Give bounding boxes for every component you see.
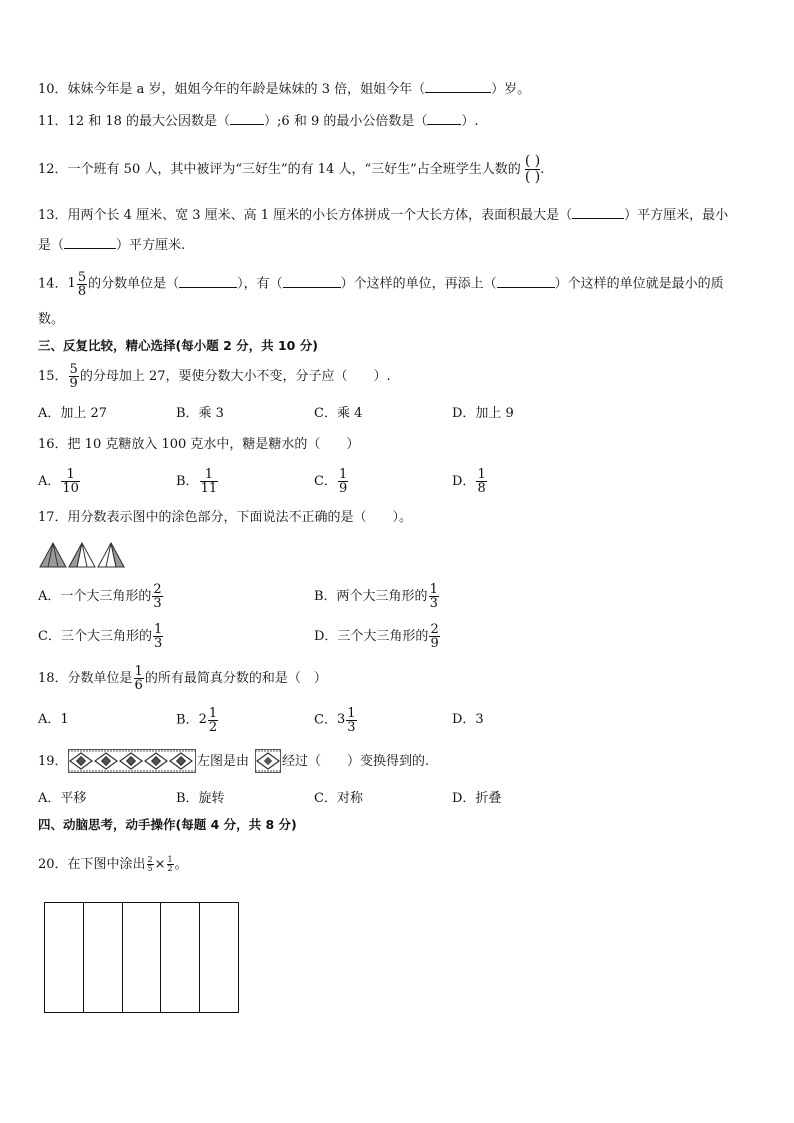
answer-blank[interactable]	[283, 275, 341, 288]
shaded-triangles-figure	[38, 541, 128, 569]
answer-blank[interactable]	[572, 206, 624, 219]
option-c[interactable]: C．3 $\frac{1}{3}$	[314, 705, 356, 735]
section-3-heading: 三、反复比较，精心选择(每小题 2 分，共 10 分)	[38, 338, 318, 353]
option-d[interactable]: D．三个大三角形的 $\frac{2}{9}$	[314, 622, 439, 651]
option-c[interactable]: C．三个大三角形的 $\frac{1}{3}$	[38, 622, 163, 651]
answer-blank[interactable]	[230, 112, 264, 125]
option-a[interactable]: A．平移	[38, 791, 87, 806]
fraction-blank[interactable]: $\frac{( )}{( )}$	[524, 153, 541, 185]
option-d[interactable]: D．3	[452, 712, 484, 727]
answer-blank[interactable]	[425, 80, 491, 93]
answer-blank[interactable]	[497, 275, 555, 288]
option-a[interactable]: A．1	[38, 712, 69, 727]
question-15: 15． $\frac{5}{9}$ 的分母加上 27，要使分数大小不变，分子应（ ）.	[38, 362, 391, 391]
pattern-unit-figure	[255, 747, 281, 775]
option-d[interactable]: D．折叠	[452, 791, 502, 806]
grid-column[interactable]	[161, 903, 200, 1012]
option-b[interactable]: B．乘 3	[176, 406, 224, 421]
question-12: 12．一个班有 50 人，其中被评为“三好生”的有 14 人，“三好生”占全班学生人数的 $\frac{( )}{( )}$ .	[38, 153, 545, 185]
option-a[interactable]: A．一个大三角形的 $\frac{2}{3}$	[38, 582, 162, 611]
option-c[interactable]: C．乘 4	[314, 406, 363, 421]
grid-column[interactable]	[123, 903, 162, 1012]
option-a[interactable]: A．加上 27	[38, 406, 108, 421]
option-b[interactable]: B． $\frac{1}{11}$	[176, 467, 218, 496]
option-b[interactable]: B．2 $\frac{1}{2}$	[176, 705, 218, 735]
question-10: 10．妹妹今年是 a 岁，姐姐今年的年龄是妹妹的 3 倍，姐姐今年（ ）岁。	[38, 82, 531, 97]
question-17: 17．用分数表示图中的涂色部分，下面说法不正确的是（ ）。	[38, 510, 413, 525]
question-13-line2: 是（ ）平方厘米.	[38, 238, 186, 253]
question-19-mid: 左图是由	[197, 754, 250, 769]
question-14-line2: 数。	[38, 312, 65, 327]
question-14: 14．1 $\frac{5}{8}$ 的分数单位是（ ），有（ ）个这样的单位，再添上（ ）个这样的单位就是最小的质	[38, 269, 724, 299]
section-4-heading: 四、动脑思考，动手操作(每题 4 分，共 8 分)	[38, 817, 297, 832]
option-c[interactable]: C． $\frac{1}{9}$	[314, 467, 348, 496]
mixed-fraction: $\frac{5}{8}$	[77, 269, 87, 299]
option-b[interactable]: B．两个大三角形的 $\frac{1}{3}$	[314, 582, 438, 611]
option-d[interactable]: D． $\frac{1}{8}$	[452, 467, 486, 496]
question-19: 19．	[38, 754, 68, 769]
question-16: 16．把 10 克糖放入 100 克水中，糖是糖水的（ ）	[38, 437, 360, 452]
option-d[interactable]: D．加上 9	[452, 406, 514, 421]
grid-column[interactable]	[200, 903, 238, 1012]
answer-blank[interactable]	[64, 236, 116, 249]
option-b[interactable]: B．旋转	[176, 791, 225, 806]
fraction: $\frac{1}{6}$	[134, 664, 143, 693]
answer-blank[interactable]	[179, 275, 237, 288]
question-11: 11．12 和 18 的最大公因数是（ ）;6 和 9 的最小公倍数是（ ）.	[38, 114, 479, 129]
question-20: 20．在下图中涂出 $\frac{2}{5}$ × $\frac{1}{2}$ 。	[38, 855, 188, 873]
shading-grid[interactable]	[44, 902, 239, 1013]
answer-blank[interactable]	[427, 112, 461, 125]
question-19-text: 经过（ ）变换得到的.	[282, 754, 430, 769]
question-13-line1: 13．用两个长 4 厘米、宽 3 厘米、高 1 厘米的小长方体拼成一个大长方体，表面积最大是（ ）平方厘米，最小	[38, 208, 729, 223]
pattern-strip-figure	[68, 747, 196, 775]
grid-column[interactable]	[84, 903, 123, 1012]
option-c[interactable]: C．对称	[314, 791, 363, 806]
option-a[interactable]: A． $\frac{1}{10}$	[38, 467, 79, 496]
question-18: 18．分数单位是 $\frac{1}{6}$ 的所有最简真分数的和是（ ）	[38, 664, 327, 693]
grid-column[interactable]	[45, 903, 84, 1012]
fraction: $\frac{5}{9}$	[69, 362, 78, 391]
